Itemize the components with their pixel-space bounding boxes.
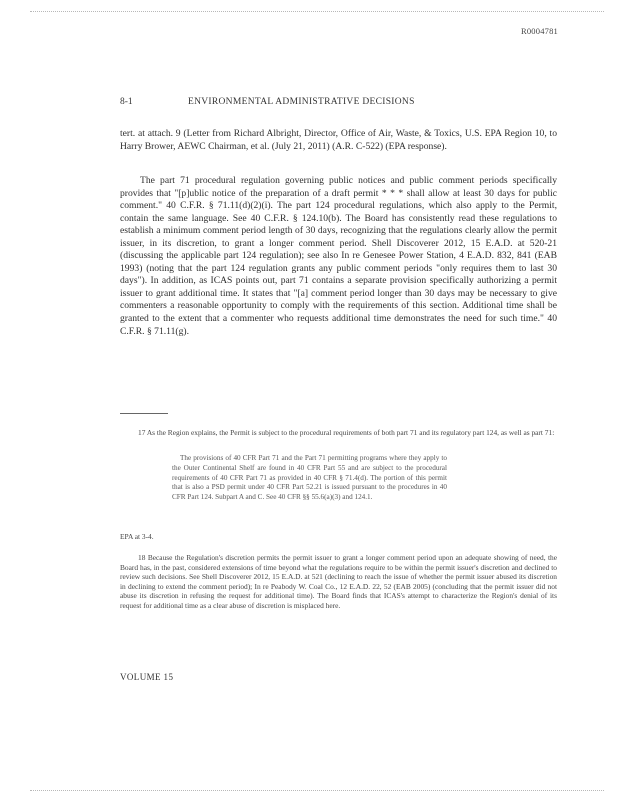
continuation-paragraph: tert. at attach. 9 (Letter from Richard Albright, Director, Office of Air, Waste, & Toxics, U.S. EPA Region 10, to Harry Brower, AEWC Chairman, et al. (July 21, 2011) (A.R. C-522) (EPA response). [120, 128, 557, 152]
publication-title: ENVIRONMENTAL ADMINISTRATIVE DECISIONS [188, 97, 415, 107]
main-paragraph: The part 71 procedural regulation governing public notices and public comment periods specifically provides that "[p]ublic notice of the preparation of a draft permit * * * shall allow at least 30 days for public comment." 40 C.F.R. § 71.11(d)(2)(i). The part 124 procedural regulations, which also apply to the Permit, contain the same language. See 40 C.F.R. § 124.10(b). The Board has consistently read these regulations to establish a minimum comment period length of 30 days, recognizing that the regulations clearly allow the permit issuer, in its discretion, to grant a longer comment period. Shell Discoverer 2012, 15 E.A.D. at 520-21 (discussing the applicable part 124 regulation); see also In re Genesee Power Station, 4 E.A.D. 832, 841 (EAB 1993) (noting that the part 124 regulation grants any public comment periods "only requires them to last 30 days"). In addition, as ICAS points out, part 71 contains a separate provision specifically authorizing a permit issuer to grant additional time. It states that "[a] comment period longer than 30 days may be necessary to give commenters a reasonable opportunity to comply with the requirements of this section. Additional time shall be granted to the extent that a commenter who requests additional time demonstrates the need for such time." 40 C.F.R. § 71.11(g). [120, 175, 557, 337]
document-id: R0004781 [520, 26, 558, 36]
footnote-17-block-quote: The provisions of 40 CFR Part 71 and the Part 71 permitting programs where they apply to the Outer Continental Shelf are found in 40 CFR Part 55 and are subject to the procedural requirements of 40 CFR Part 71 as provided in 40 CFR § 71.4(d). The portion of this permit that is also a PSD permit under 40 CFR Part 52.21 is issued pursuant to the procedures in 40 CFR Part 124. Subpart A and C. See 40 CFR §§ 55.6(a)(3) and 124.1. [172, 454, 447, 502]
running-head [120, 97, 560, 107]
footnote-17-citation: EPA at 3-4. [120, 532, 154, 541]
scan-edge-top [30, 11, 604, 12]
footnote-18: 18 Because the Regulation's discretion permits the permit issuer to grant a longer comment period upon an adequate showing of need, the Board has, in the past, considered extensions of time beyond what the regulations require to be within the permit issuer's discretion and declined to review such decisions. See Shell Discoverer 2012, 15 E.A.D. at 521 (declining to reach the issue of whether the permit issuer abused its discretion in declining to extend the comment period); In re Peabody W. Coal Co., 12 E.A.D. 22, 52 (EAB 2005) (concluding that the permit issuer did not abuse its discretion in refusing the request for additional time). The Board finds that ICAS's attempt to characterize the Region's denial of its request for additional time as a clear abuse of discretion is misplaced here. [120, 553, 557, 610]
page-number: 8-1 [120, 97, 133, 107]
scan-edge-bottom [30, 790, 604, 791]
footnote-17: 17 As the Region explains, the Permit is subject to the procedural requirements of both part 71 and its regulatory part 124, as well as part 71: [138, 428, 555, 437]
volume-footer: VOLUME 15 [120, 672, 174, 682]
footnote-separator [120, 413, 168, 414]
